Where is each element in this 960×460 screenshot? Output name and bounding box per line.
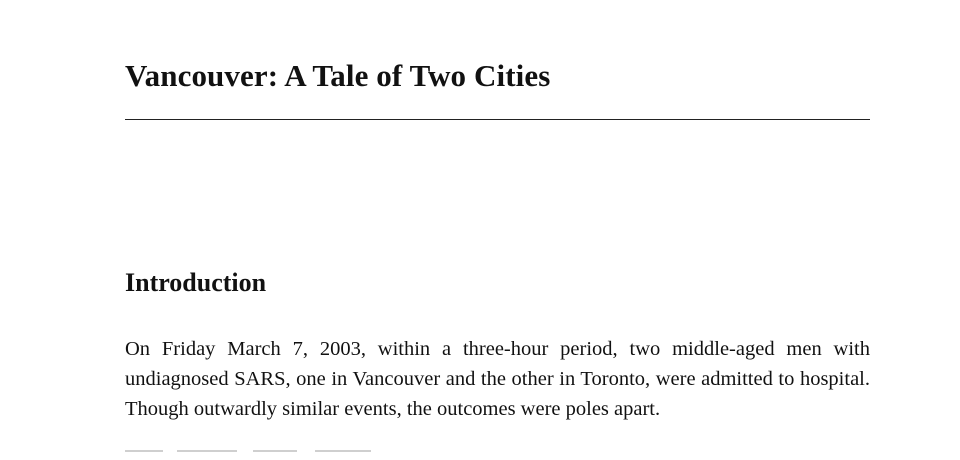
title-divider [125, 119, 870, 120]
document-title: Vancouver: A Tale of Two Cities [125, 58, 551, 93]
section-heading: Introduction [125, 268, 267, 297]
body-paragraph: On Friday March 7, 2003, within a three-hour period, two middle-aged men with undiagnosed SARS, one in Vancouver and the other in Toronto, were admitted to hospital. Though outwardly similar events, the outcomes were poles apart. [125, 338, 870, 420]
next-line-cropped-text [125, 450, 385, 460]
